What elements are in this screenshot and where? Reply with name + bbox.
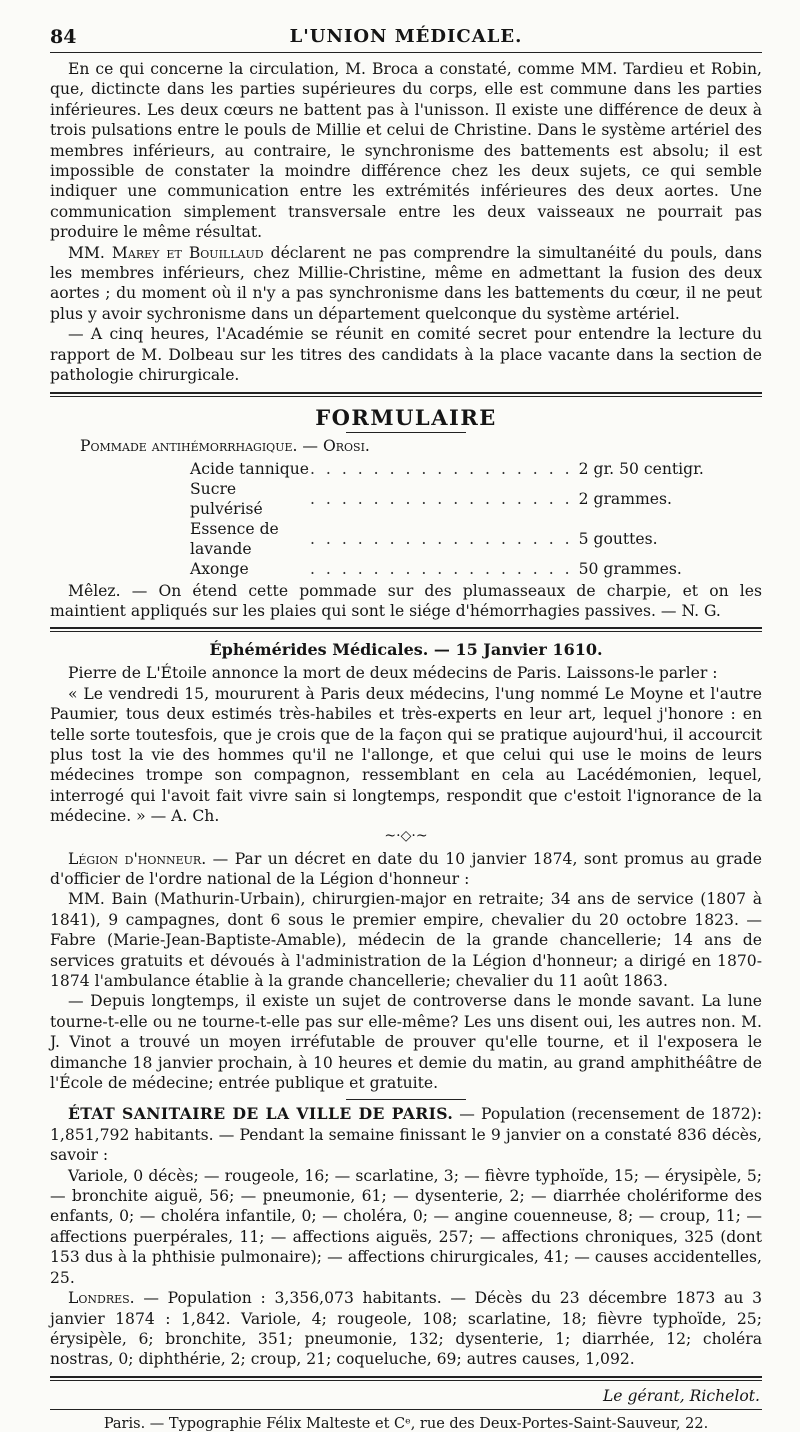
ingredient-quantity: 2 grammes. bbox=[578, 489, 672, 508]
comite-secret-paragraph: — A cinq heures, l'Académie se réunit en comité secret pour entendre la lecture du rapport de M. Dolbeau sur les titres des candidats à la place vacante dans la section de pathologie chirurgicale. bbox=[50, 325, 762, 385]
ephemerides-title: Éphémérides Médicales. — 15 Janvier 1610. bbox=[209, 640, 603, 660]
recipe-table bbox=[190, 459, 704, 579]
ingredient-name: Essence de lavande bbox=[190, 519, 279, 558]
londres-head: Londres. bbox=[68, 1289, 135, 1308]
londres-paragraph bbox=[50, 1288, 762, 1370]
formulaire-section bbox=[50, 405, 762, 622]
legion-section bbox=[50, 849, 762, 1094]
leader-dots: . . . . . . . . . . . . . . . . . bbox=[310, 459, 573, 478]
leader-dots: . . . . . . . . . . . . . . . . . bbox=[310, 529, 573, 548]
legion-text: — Par un décret en date du 10 janvier 1874, sont promus au grade d'officier de l'ordre national de la Légion d'honneur : bbox=[50, 849, 762, 888]
legion-head: Légion d'honneur. bbox=[68, 849, 207, 868]
section-divider bbox=[50, 627, 762, 632]
academie-report bbox=[50, 59, 762, 386]
etat-sanitaire-section bbox=[50, 1104, 762, 1369]
ingredient-name: Acide tannique bbox=[190, 459, 310, 478]
londres-text: — Population : 3,356,073 habitants. — Décès du 23 décembre 1873 au 3 janvier 1874 : 1,842. Variole, 4; rougeole, 108; scarlatine, 18; fièvre typhoïde, 25; érysipèle, 6; bronchite, 351; pneumonie, 132; dysenterie, 1; diarrhée, 12; choléra nostras, 0; diphthérie, 2; croup, 21; coqueluche, 69; autres causes, 1,092. bbox=[50, 1289, 762, 1369]
printer-imprint: Paris. — Typographie Félix Malteste et Cᵉ, rue des Deux-Portes-Saint-Sauveur, 22. bbox=[103, 1415, 709, 1432]
etat-head: ÉTAT SANITAIRE DE LA VILLE DE PARIS. bbox=[68, 1104, 454, 1124]
circulation-paragraph: En ce qui concerne la circulation, M. Broca a constaté, comme MM. Tardieu et Robin, que, dictincte dans les parties supérieures du corps, elle est commune dans les parties inférieures. Les deux cœurs ne battent pas à l'unisson. Il existe une différence de deux à trois pulsations entre le pouls de Millie et celui de Christine. Dans le système artériel des membres inférieurs, au contraire, le synchronisme des battements est absolu; il est impossible de constater la moindre différence chez les deux sujets, ce qui semble indiquer une communication entre les extrémités inférieures des deux aortes. Une communication simplement transversale entre les deux vaisseaux ne pourrait pas produire le même résultat. bbox=[50, 60, 762, 242]
short-separator bbox=[346, 1099, 466, 1100]
marey-bouillaud-paragraph bbox=[50, 243, 762, 325]
section-divider bbox=[50, 392, 762, 397]
ingredient-name: Sucre pulvérisé bbox=[190, 479, 263, 518]
formulaire-subtitle: Pommade antihémorrhagique. — Orosi. bbox=[80, 436, 370, 455]
journal-title: L'UNION MÉDICALE. bbox=[289, 26, 523, 47]
formulaire-instructions: Mêlez. — On étend cette pommade sur des plumasseaux de charpie, et on les maintient appliqués sur les plaies qui sont le siége d'hémorrhagies passives. — N. G. bbox=[50, 581, 762, 620]
etat-paragraph bbox=[50, 1104, 762, 1165]
marey-bouillaud-names: MM. Marey et Bouillaud bbox=[68, 243, 264, 262]
causes-paragraph: Variole, 0 décès; — rougeole, 16; — scarlatine, 3; — fièvre typhoïde, 15; — érysipèle, 5; — bronchite aiguë, 56; — pneumonie, 61; — dysenterie, 2; — diarrhée cholériforme des enfants, 0; — choléra infantile, 0; — choléra, 0; — angine couenneuse, 8; — croup, 11; — affections puerpérales, 11; — affections aiguës, 257; — affections chroniques, 325 (dont 153 dus à la phthisie pulmonaire); — affections chirurgicales, 41; — causes accidentelles, 25. bbox=[50, 1166, 762, 1287]
ingredient-name: Axonge bbox=[190, 559, 249, 578]
legion-paragraph bbox=[50, 849, 762, 890]
ingredient-quantity: 2 gr. 50 centigr. bbox=[578, 459, 704, 478]
recipe-row bbox=[190, 559, 704, 579]
ingredient-quantity: 50 grammes. bbox=[578, 559, 682, 578]
recipe-row bbox=[190, 519, 704, 559]
formulaire-title-rule bbox=[346, 432, 466, 433]
leader-dots: . . . . . . . . . . . . . . . . . bbox=[310, 559, 573, 578]
imprint-rule bbox=[50, 1409, 762, 1410]
ephemerides-quote: « Le vendredi 15, moururent à Paris deux médecins, l'ung nommé Le Moyne et l'autre Paumier, tous deux estimés très-habiles et très-experts en leur art, lequel j'honore : en telle sorte toutesfois, que je crois que de la façon qui se pratique aujourd'hui, il accourcit plus tost la vie des hommes qu'il ne l'allonge, et que celui qui use le moins de leurs médecines trompe son compagnon, ressemblant en cela au Lacédémonien, lequel, interrogé qui l'avoit fait vivre sain si longtemps, respondit que c'estoit l'ignorance de la médecine. » — A. Ch. bbox=[50, 684, 762, 826]
page-number: 84 bbox=[50, 26, 77, 48]
moon-paragraph: — Depuis longtemps, il existe un sujet de controverse dans le monde savant. La lune tourne-t-elle ou ne tourne-t-elle pas sur elle-même? Les uns disent oui, les autres non. M. J. Vinot a trouvé un moyen irréfutable de prouver qu'elle tourne, et il l'exposera le dimanche 18 janvier prochain, à 10 heures et demie du matin, au grand amphithéâtre de l'École de médecine; entrée publique et gratuite. bbox=[50, 992, 762, 1093]
signature-text: Le gérant, Richelot. bbox=[602, 1386, 760, 1405]
ingredient-quantity: 5 gouttes. bbox=[578, 529, 658, 548]
ephemerides-intro: Pierre de L'Étoile annonce la mort de deux médecins de Paris. Laissons-le parler : bbox=[68, 664, 718, 683]
signature bbox=[50, 1387, 762, 1405]
etat-text: — Population (recensement de 1872): 1,851,792 habitants. — Pendant la semaine finissant le 9 janvier on a constaté 836 décès, savoir : bbox=[50, 1105, 762, 1165]
promotions-paragraph: MM. Bain (Mathurin-Urbain), chirurgien-major en retraite; 34 ans de service (1807 à 1841), 9 campagnes, dont 6 sous le premier empire, chevalier du 20 octobre 1823. — Fabre (Marie-Jean-Baptiste-Amable), médecin de la grande chancellerie; 14 ans de services gratuits et dévoués à l'administration de la Légion d'honneur; a dirigé en 1870-1874 l'ambulance établie à la grande chancellerie; chevalier du 11 août 1863. bbox=[50, 890, 762, 990]
recipe-row bbox=[190, 459, 704, 479]
leader-dots: . . . . . . . . . . . . . . . . . bbox=[310, 489, 573, 508]
footer-rule bbox=[50, 1376, 762, 1381]
recipe-row bbox=[190, 479, 704, 519]
ornament-divider: ~·◇·~ bbox=[384, 827, 428, 844]
running-head bbox=[50, 26, 762, 50]
ephemerides-section bbox=[50, 640, 762, 842]
formulaire-title: FORMULAIRE bbox=[315, 404, 497, 430]
header-rule bbox=[50, 52, 762, 53]
marey-bouillaud-text: déclarent ne pas comprendre la simultanéité du pouls, dans les membres inférieurs, chez Millie-Christine, même en admettant la fusion des deux aortes ; du moment où il n'y a pas synchronisme dans les battements du cœur, il ne peut plus y avoir sychronisme dans un département quelconque du système artériel. bbox=[50, 243, 762, 323]
